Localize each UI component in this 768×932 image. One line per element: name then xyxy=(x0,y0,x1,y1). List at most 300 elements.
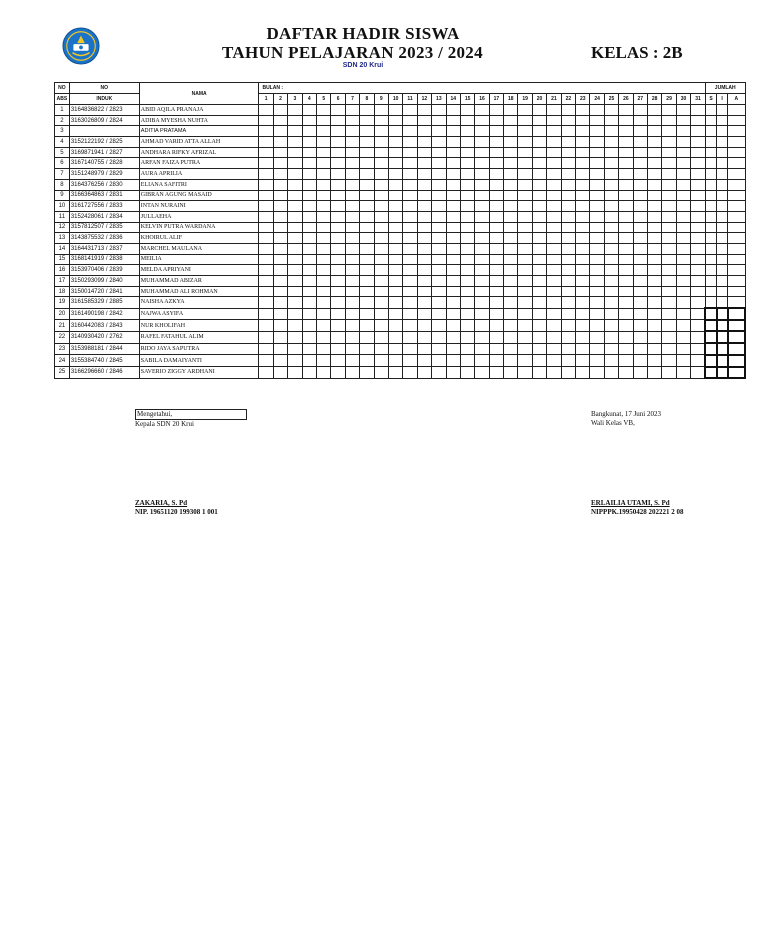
table-row xyxy=(55,179,746,190)
row-number: 15 xyxy=(55,254,70,265)
attendance-cell xyxy=(317,137,331,148)
attendance-cell xyxy=(432,367,446,379)
attendance-cell xyxy=(561,190,575,201)
attendance-cell xyxy=(691,254,706,265)
attendance-cell xyxy=(547,331,561,343)
attendance-cell xyxy=(676,286,690,297)
attendance-cell xyxy=(576,137,590,148)
attendance-cell xyxy=(475,308,489,320)
jumlah-cell xyxy=(728,179,745,190)
attendance-cell xyxy=(532,201,546,212)
attendance-cell xyxy=(604,355,618,367)
attendance-cell xyxy=(360,105,374,116)
attendance-cell xyxy=(691,276,706,287)
attendance-cell xyxy=(633,211,647,222)
attendance-cell xyxy=(676,343,690,355)
attendance-cell xyxy=(388,331,402,343)
attendance-cell xyxy=(619,243,633,254)
attendance-cell xyxy=(662,297,676,308)
attendance-cell xyxy=(676,276,690,287)
attendance-cell xyxy=(288,286,302,297)
header-day-20: 20 xyxy=(532,94,546,105)
attendance-cell xyxy=(648,222,662,233)
attendance-cell xyxy=(518,343,532,355)
attendance-cell xyxy=(288,105,302,116)
attendance-cell xyxy=(417,169,431,180)
row-induk: 3167140755 / 2828 xyxy=(69,158,139,169)
header-jumlah-a: A xyxy=(728,94,745,105)
attendance-cell xyxy=(374,355,388,367)
attendance-cell xyxy=(561,308,575,320)
attendance-cell xyxy=(432,169,446,180)
row-nama: MUHAMMAD ABIZAR xyxy=(139,276,259,287)
attendance-cell xyxy=(619,201,633,212)
attendance-cell xyxy=(273,211,287,222)
attendance-cell xyxy=(302,158,316,169)
attendance-cell xyxy=(561,201,575,212)
attendance-cell xyxy=(288,297,302,308)
row-number: 8 xyxy=(55,179,70,190)
attendance-cell xyxy=(317,355,331,367)
attendance-cell xyxy=(547,147,561,158)
attendance-cell xyxy=(504,254,518,265)
row-number: 17 xyxy=(55,276,70,287)
attendance-cell xyxy=(345,158,359,169)
attendance-cell xyxy=(417,179,431,190)
attendance-cell xyxy=(648,190,662,201)
attendance-cell xyxy=(633,320,647,332)
attendance-cell xyxy=(317,243,331,254)
attendance-cell xyxy=(331,158,345,169)
attendance-cell xyxy=(317,115,331,126)
attendance-cell xyxy=(604,158,618,169)
attendance-cell xyxy=(302,105,316,116)
attendance-cell xyxy=(576,105,590,116)
attendance-cell xyxy=(331,169,345,180)
attendance-cell xyxy=(345,179,359,190)
attendance-cell xyxy=(648,343,662,355)
attendance-cell xyxy=(604,320,618,332)
attendance-cell xyxy=(345,320,359,332)
attendance-cell xyxy=(432,233,446,244)
attendance-cell xyxy=(604,211,618,222)
attendance-cell xyxy=(403,331,417,343)
attendance-cell xyxy=(345,137,359,148)
attendance-cell xyxy=(590,201,604,212)
homeroom-teacher-name: ERLAILIA UTAMI, S. Pd xyxy=(591,499,670,507)
attendance-cell xyxy=(576,179,590,190)
row-nama: NAJWA ASYIFA xyxy=(139,308,259,320)
table-row xyxy=(55,265,746,276)
attendance-cell xyxy=(317,297,331,308)
attendance-cell xyxy=(417,297,431,308)
attendance-cell xyxy=(475,222,489,233)
attendance-cell xyxy=(489,126,503,137)
attendance-cell xyxy=(691,233,706,244)
attendance-cell xyxy=(345,147,359,158)
attendance-cell xyxy=(633,158,647,169)
row-induk: 3161727556 / 2833 xyxy=(69,201,139,212)
attendance-cell xyxy=(302,254,316,265)
attendance-cell xyxy=(460,331,474,343)
attendance-cell xyxy=(489,320,503,332)
jumlah-cell xyxy=(717,331,728,343)
attendance-cell xyxy=(489,254,503,265)
attendance-cell xyxy=(518,265,532,276)
attendance-cell xyxy=(388,115,402,126)
attendance-cell xyxy=(518,276,532,287)
attendance-cell xyxy=(403,276,417,287)
attendance-cell xyxy=(345,355,359,367)
jumlah-cell xyxy=(705,355,716,367)
attendance-cell xyxy=(374,201,388,212)
header-day-11: 11 xyxy=(403,94,417,105)
attendance-cell xyxy=(475,243,489,254)
attendance-cell xyxy=(273,243,287,254)
attendance-cell xyxy=(273,222,287,233)
attendance-cell xyxy=(504,147,518,158)
attendance-cell xyxy=(662,147,676,158)
row-nama: MUHAMMAD ALI ROHMAN xyxy=(139,286,259,297)
row-induk: 3151248979 / 2829 xyxy=(69,169,139,180)
jumlah-cell xyxy=(705,211,716,222)
attendance-cell xyxy=(288,331,302,343)
header-day-29: 29 xyxy=(662,94,676,105)
attendance-cell xyxy=(273,343,287,355)
attendance-cell xyxy=(604,233,618,244)
attendance-cell xyxy=(460,190,474,201)
attendance-cell xyxy=(532,276,546,287)
table-row xyxy=(55,222,746,233)
attendance-cell xyxy=(633,254,647,265)
jumlah-cell xyxy=(705,126,716,137)
attendance-cell xyxy=(576,265,590,276)
attendance-cell xyxy=(288,147,302,158)
row-nama: KHOIRUL ALIF xyxy=(139,233,259,244)
row-number: 14 xyxy=(55,243,70,254)
attendance-cell xyxy=(633,137,647,148)
jumlah-cell xyxy=(728,115,745,126)
attendance-cell xyxy=(417,137,431,148)
attendance-cell xyxy=(590,297,604,308)
attendance-cell xyxy=(288,320,302,332)
attendance-cell xyxy=(619,297,633,308)
attendance-cell xyxy=(259,308,273,320)
attendance-cell xyxy=(302,320,316,332)
attendance-cell xyxy=(302,367,316,379)
attendance-cell xyxy=(676,297,690,308)
attendance-cell xyxy=(388,169,402,180)
header-nama: NAMA xyxy=(139,83,259,105)
row-number: 4 xyxy=(55,137,70,148)
row-number: 20 xyxy=(55,308,70,320)
row-induk: 3166296660 / 2846 xyxy=(69,367,139,379)
attendance-cell xyxy=(532,297,546,308)
attendance-cell xyxy=(662,286,676,297)
attendance-cell xyxy=(561,265,575,276)
attendance-cell xyxy=(302,308,316,320)
attendance-cell xyxy=(374,276,388,287)
attendance-cell xyxy=(604,308,618,320)
attendance-cell xyxy=(504,343,518,355)
attendance-cell xyxy=(317,286,331,297)
attendance-cell xyxy=(302,276,316,287)
attendance-cell xyxy=(460,137,474,148)
attendance-cell xyxy=(360,222,374,233)
attendance-cell xyxy=(504,222,518,233)
attendance-cell xyxy=(662,367,676,379)
attendance-cell xyxy=(388,222,402,233)
jumlah-cell xyxy=(705,158,716,169)
attendance-cell xyxy=(374,331,388,343)
attendance-cell xyxy=(273,367,287,379)
jumlah-cell xyxy=(705,265,716,276)
attendance-cell xyxy=(460,297,474,308)
attendance-cell xyxy=(374,286,388,297)
attendance-cell xyxy=(561,355,575,367)
attendance-cell xyxy=(532,190,546,201)
attendance-cell xyxy=(518,222,532,233)
attendance-cell xyxy=(302,126,316,137)
attendance-cell xyxy=(489,265,503,276)
jumlah-cell xyxy=(705,233,716,244)
attendance-cell xyxy=(374,222,388,233)
row-number: 7 xyxy=(55,169,70,180)
row-number: 1 xyxy=(55,105,70,116)
attendance-cell xyxy=(460,367,474,379)
attendance-cell xyxy=(417,320,431,332)
attendance-cell xyxy=(345,222,359,233)
jumlah-cell xyxy=(717,254,728,265)
attendance-cell xyxy=(331,233,345,244)
attendance-cell xyxy=(446,355,460,367)
attendance-cell xyxy=(576,276,590,287)
jumlah-cell xyxy=(717,222,728,233)
attendance-cell xyxy=(360,147,374,158)
attendance-cell xyxy=(619,265,633,276)
attendance-cell xyxy=(331,190,345,201)
attendance-cell xyxy=(676,105,690,116)
attendance-cell xyxy=(576,201,590,212)
attendance-cell xyxy=(532,254,546,265)
attendance-cell xyxy=(648,126,662,137)
attendance-cell xyxy=(532,137,546,148)
header-day-13: 13 xyxy=(432,94,446,105)
attendance-cell xyxy=(532,169,546,180)
header-day-1: 1 xyxy=(259,94,273,105)
attendance-cell xyxy=(604,297,618,308)
attendance-cell xyxy=(288,367,302,379)
jumlah-cell xyxy=(717,190,728,201)
row-nama: SAVERIO ZIGGY ARDHANI xyxy=(139,367,259,379)
jumlah-cell xyxy=(728,190,745,201)
attendance-cell xyxy=(504,190,518,201)
row-nama: AURA APRILIA xyxy=(139,169,259,180)
attendance-cell xyxy=(345,169,359,180)
attendance-cell xyxy=(460,222,474,233)
jumlah-cell xyxy=(717,355,728,367)
row-number: 18 xyxy=(55,286,70,297)
attendance-table xyxy=(54,82,746,379)
attendance-cell xyxy=(317,179,331,190)
attendance-cell xyxy=(317,320,331,332)
attendance-cell xyxy=(604,222,618,233)
attendance-cell xyxy=(374,105,388,116)
attendance-cell xyxy=(331,331,345,343)
attendance-cell xyxy=(662,222,676,233)
attendance-cell xyxy=(288,355,302,367)
attendance-cell xyxy=(576,233,590,244)
attendance-cell xyxy=(619,158,633,169)
attendance-cell xyxy=(504,211,518,222)
attendance-cell xyxy=(259,211,273,222)
attendance-cell xyxy=(417,254,431,265)
attendance-cell xyxy=(403,211,417,222)
attendance-cell xyxy=(576,147,590,158)
attendance-cell xyxy=(432,222,446,233)
jumlah-cell xyxy=(728,320,745,332)
attendance-cell xyxy=(676,222,690,233)
attendance-cell xyxy=(518,297,532,308)
attendance-cell xyxy=(518,147,532,158)
jumlah-cell xyxy=(717,105,728,116)
attendance-cell xyxy=(317,265,331,276)
attendance-cell xyxy=(633,115,647,126)
attendance-cell xyxy=(288,308,302,320)
attendance-cell xyxy=(360,265,374,276)
attendance-cell xyxy=(345,254,359,265)
attendance-cell xyxy=(403,355,417,367)
attendance-cell xyxy=(259,265,273,276)
attendance-cell xyxy=(360,169,374,180)
headmaster-nip: NIP. 19651120 199308 1 001 xyxy=(135,508,218,516)
attendance-cell xyxy=(504,367,518,379)
attendance-cell xyxy=(331,286,345,297)
attendance-cell xyxy=(547,233,561,244)
attendance-cell xyxy=(504,286,518,297)
attendance-cell xyxy=(561,115,575,126)
attendance-cell xyxy=(259,243,273,254)
attendance-cell xyxy=(590,137,604,148)
homeroom-title: Wali Kelas VB, xyxy=(591,419,635,427)
attendance-cell xyxy=(259,201,273,212)
attendance-cell xyxy=(331,105,345,116)
attendance-cell xyxy=(547,276,561,287)
header-day-17: 17 xyxy=(489,94,503,105)
jumlah-cell xyxy=(717,137,728,148)
attendance-cell xyxy=(691,126,706,137)
row-induk: 3164431713 / 2837 xyxy=(69,243,139,254)
attendance-cell xyxy=(532,105,546,116)
attendance-cell xyxy=(273,126,287,137)
attendance-cell xyxy=(273,331,287,343)
attendance-cell xyxy=(532,286,546,297)
attendance-cell xyxy=(532,179,546,190)
attendance-cell xyxy=(662,254,676,265)
row-induk: 3161490198 / 2842 xyxy=(69,308,139,320)
school-name: SDN 20 Krui xyxy=(342,62,384,69)
attendance-cell xyxy=(691,201,706,212)
attendance-cell xyxy=(489,137,503,148)
attendance-cell xyxy=(446,233,460,244)
attendance-cell xyxy=(561,211,575,222)
attendance-cell xyxy=(417,105,431,116)
class-label: KELAS : 2B xyxy=(591,43,683,62)
attendance-cell xyxy=(691,105,706,116)
row-number: 21 xyxy=(55,320,70,332)
attendance-cell xyxy=(432,115,446,126)
attendance-cell xyxy=(561,233,575,244)
attendance-cell xyxy=(317,190,331,201)
attendance-cell xyxy=(288,254,302,265)
attendance-cell xyxy=(604,115,618,126)
attendance-cell xyxy=(360,115,374,126)
attendance-cell xyxy=(331,265,345,276)
header-day-2: 2 xyxy=(273,94,287,105)
attendance-cell xyxy=(388,308,402,320)
attendance-cell xyxy=(273,158,287,169)
row-nama: MELDA APRIYANI xyxy=(139,265,259,276)
attendance-cell xyxy=(561,331,575,343)
attendance-cell xyxy=(403,297,417,308)
attendance-cell xyxy=(403,308,417,320)
attendance-cell xyxy=(302,147,316,158)
attendance-cell xyxy=(446,367,460,379)
row-nama: ABID AQILA PRANAJA xyxy=(139,105,259,116)
attendance-cell xyxy=(576,367,590,379)
attendance-cell xyxy=(619,308,633,320)
attendance-cell xyxy=(619,254,633,265)
attendance-cell xyxy=(532,265,546,276)
attendance-cell xyxy=(633,367,647,379)
attendance-cell xyxy=(417,355,431,367)
attendance-cell xyxy=(561,343,575,355)
attendance-cell xyxy=(432,286,446,297)
jumlah-cell xyxy=(705,367,716,379)
attendance-cell xyxy=(662,137,676,148)
attendance-cell xyxy=(518,201,532,212)
row-nama: RAFEL FATAHUL ALIM xyxy=(139,331,259,343)
attendance-cell xyxy=(317,158,331,169)
attendance-cell xyxy=(273,308,287,320)
attendance-cell xyxy=(302,201,316,212)
attendance-cell xyxy=(417,211,431,222)
attendance-cell xyxy=(662,179,676,190)
attendance-cell xyxy=(273,137,287,148)
row-induk: 3155384740 / 2845 xyxy=(69,355,139,367)
attendance-cell xyxy=(475,320,489,332)
attendance-cell xyxy=(532,115,546,126)
attendance-cell xyxy=(676,243,690,254)
attendance-cell xyxy=(388,286,402,297)
attendance-cell xyxy=(302,265,316,276)
attendance-cell xyxy=(504,331,518,343)
jumlah-cell xyxy=(717,126,728,137)
attendance-cell xyxy=(259,343,273,355)
row-induk: 3163026809 / 2824 xyxy=(69,115,139,126)
attendance-cell xyxy=(547,308,561,320)
attendance-cell xyxy=(619,343,633,355)
attendance-cell xyxy=(259,297,273,308)
attendance-cell xyxy=(331,211,345,222)
attendance-cell xyxy=(259,126,273,137)
jumlah-cell xyxy=(728,233,745,244)
attendance-cell xyxy=(288,126,302,137)
attendance-cell xyxy=(633,201,647,212)
attendance-cell xyxy=(662,126,676,137)
header-day-28: 28 xyxy=(648,94,662,105)
jumlah-cell xyxy=(705,169,716,180)
